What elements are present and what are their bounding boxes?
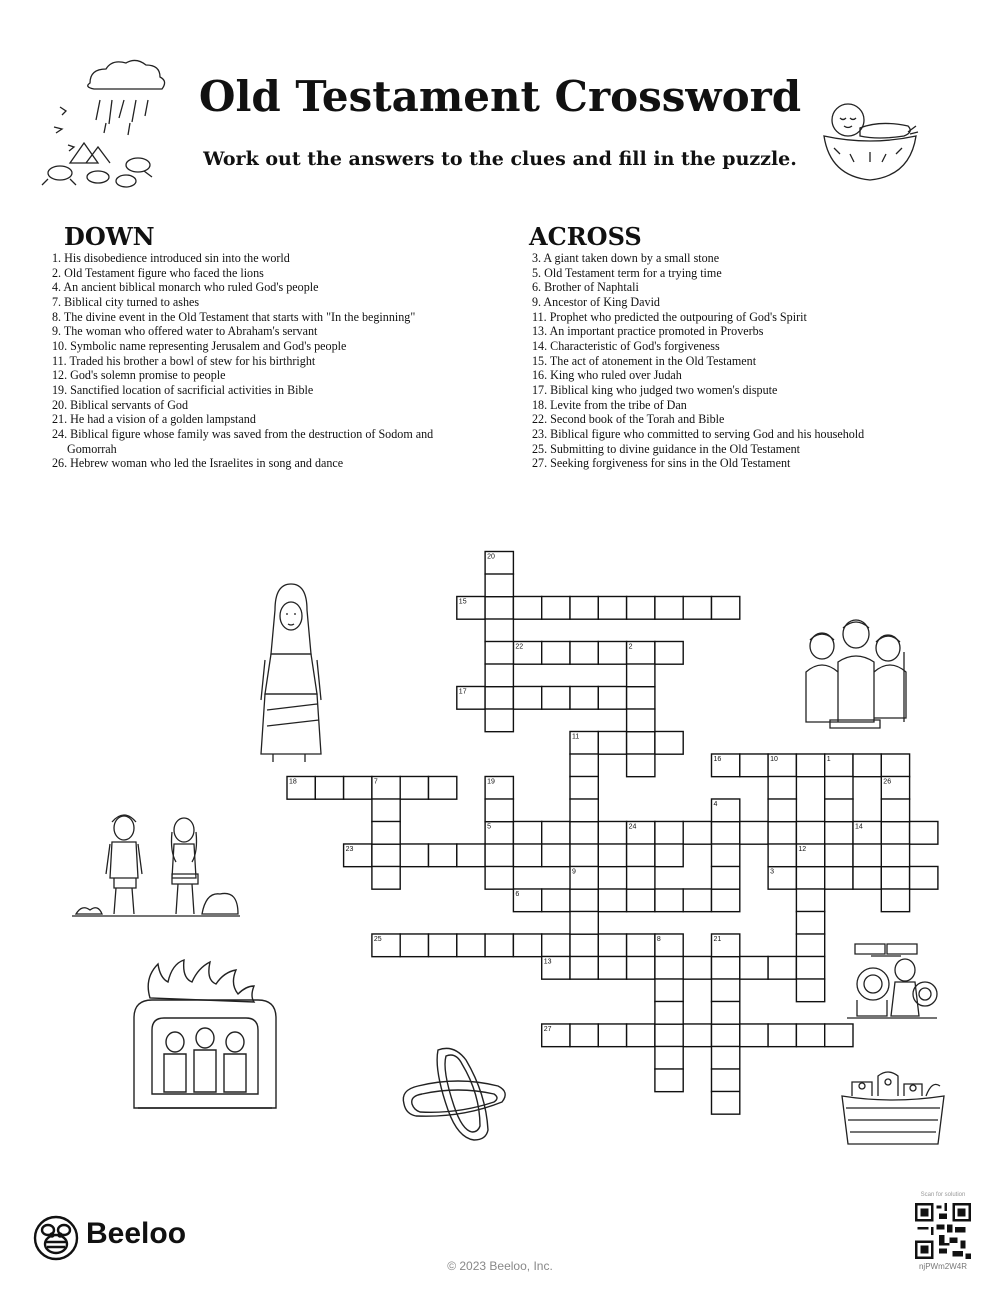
grid-cell[interactable] — [683, 821, 711, 844]
across-clue: 25. Submitting to divine guidance in the Old Testament — [532, 441, 800, 456]
grid-cell[interactable] — [485, 686, 513, 709]
down-clue: 20. Biblical servants of God — [52, 397, 189, 412]
across-heading: ACROSS — [529, 222, 642, 251]
grid-cell[interactable] — [627, 686, 655, 709]
page-title: Old Testament Crossword — [198, 72, 802, 121]
grid-cell[interactable] — [712, 1046, 740, 1069]
down-clue: 9. The woman who offered water to Abraham's servant — [52, 324, 318, 339]
grid-cell[interactable] — [740, 956, 768, 979]
across-clue: 5. Old Testament term for a trying time — [532, 265, 722, 280]
copyright: © 2023 Beeloo, Inc. — [447, 1259, 553, 1273]
across-clue: 27. Seeking forgiveness for sins in the Old Testament — [532, 456, 791, 471]
esther-icon — [255, 580, 325, 770]
grid-cell[interactable] — [627, 844, 655, 867]
grid-cell[interactable] — [485, 844, 513, 867]
grid-cell[interactable] — [768, 821, 796, 844]
grid-cell[interactable] — [910, 821, 938, 844]
rings-icon — [398, 1044, 508, 1144]
grid-cell[interactable] — [457, 934, 485, 957]
across-clue: 23. Biblical figure who committed to serving God and his household — [532, 426, 865, 441]
grid-cell[interactable] — [400, 844, 428, 867]
grid-cell[interactable] — [542, 821, 570, 844]
grid-cell[interactable] — [655, 844, 683, 867]
grid-cell[interactable] — [598, 1024, 626, 1047]
grid-cell[interactable] — [542, 596, 570, 619]
down-clue: 8. The divine event in the Old Testament that starts with "In the beginning" — [52, 309, 416, 324]
grid-cell[interactable] — [429, 776, 457, 799]
grid-cell[interactable] — [570, 799, 598, 822]
cell-number: 22 — [515, 643, 524, 651]
grid-cell[interactable] — [796, 911, 824, 934]
grid-cell[interactable] — [796, 866, 824, 889]
cell-number: 21 — [713, 935, 722, 943]
grid-cell[interactable] — [627, 934, 655, 957]
cell-number: 17 — [458, 688, 467, 696]
across-clue: 9. Ancestor of King David — [532, 294, 660, 309]
cell-number: 11 — [572, 733, 580, 741]
grid-cell[interactable] — [570, 844, 598, 867]
across-clue: 3. A giant taken down by a small stone — [532, 251, 720, 265]
grid-cell[interactable] — [768, 776, 796, 799]
grid-cell[interactable] — [344, 776, 372, 799]
grid-cell[interactable] — [372, 844, 400, 867]
cell-number: 9 — [572, 868, 576, 876]
grid-cell[interactable] — [485, 934, 513, 957]
grid-cell[interactable] — [598, 731, 626, 754]
cell-number: 23 — [345, 845, 354, 853]
down-clue: 10. Symbolic name representing Jerusalem and God's people — [52, 338, 347, 353]
grid-cell[interactable] — [655, 1046, 683, 1069]
grid-cell[interactable] — [712, 866, 740, 889]
cell-number: 7 — [373, 778, 378, 786]
cell-number: 10 — [770, 755, 778, 763]
grid-cell[interactable] — [598, 686, 626, 709]
cell-number: 8 — [656, 935, 661, 943]
grid-cell[interactable] — [570, 911, 598, 934]
daniel-lions-icon — [845, 938, 940, 1023]
grid-cell[interactable] — [853, 844, 881, 867]
grid-cell[interactable] — [825, 866, 853, 889]
grid-cell[interactable] — [400, 934, 428, 957]
down-clue: 19. Sanctified location of sacrificial activities in Bible — [52, 382, 314, 397]
grid-cell[interactable] — [627, 889, 655, 912]
grid-cell[interactable] — [429, 934, 457, 957]
grid-cell[interactable] — [542, 844, 570, 867]
grid-cell[interactable] — [570, 754, 598, 777]
grid-cell[interactable] — [627, 709, 655, 732]
grid-cell[interactable] — [598, 934, 626, 957]
grid-cell[interactable] — [570, 686, 598, 709]
grid-cell[interactable] — [598, 821, 626, 844]
grid-cell[interactable] — [570, 776, 598, 799]
across-clue: 14. Characteristic of God's forgiveness — [532, 338, 720, 353]
grid-cell[interactable] — [429, 844, 457, 867]
grid-cell[interactable] — [853, 866, 881, 889]
across-clue: 18. Levite from the tribe of Dan — [532, 397, 687, 412]
grid-cell[interactable] — [372, 821, 400, 844]
grid-cell[interactable] — [712, 1024, 740, 1047]
cell-number: 24 — [628, 823, 637, 831]
grid-cell[interactable] — [598, 889, 626, 912]
grid-cell[interactable] — [627, 754, 655, 777]
grid-cell[interactable] — [655, 889, 683, 912]
grid-cell[interactable] — [768, 956, 796, 979]
down-heading: DOWN — [64, 222, 155, 251]
grid-cell[interactable] — [513, 821, 541, 844]
grid-cell[interactable] — [315, 776, 343, 799]
grid-cell[interactable] — [712, 596, 740, 619]
grid-cell[interactable] — [655, 641, 683, 664]
brand-name[interactable]: Beeloo — [86, 1217, 187, 1250]
page-subtitle: Work out the answers to the clues and fill in the puzzle. — [203, 148, 797, 170]
grid-cell[interactable] — [485, 664, 513, 687]
grid-cell[interactable] — [570, 1024, 598, 1047]
grid-cell[interactable] — [542, 641, 570, 664]
cell-number: 12 — [798, 845, 807, 853]
grid-cell[interactable] — [825, 821, 853, 844]
grid-cell[interactable] — [712, 1001, 740, 1024]
cell-number: 20 — [487, 553, 495, 561]
grid-cell[interactable] — [796, 754, 824, 777]
grid-cell[interactable] — [655, 1024, 683, 1047]
grid-cell[interactable] — [627, 664, 655, 687]
down-clue: 7. Biblical city turned to ashes — [52, 294, 200, 309]
bee-logo-icon — [32, 1214, 80, 1262]
grid-cell[interactable] — [881, 889, 909, 912]
grid-cell[interactable] — [627, 1024, 655, 1047]
grid-cell[interactable] — [485, 641, 513, 664]
grid-cell[interactable] — [825, 776, 853, 799]
across-clue: 17. Biblical king who judged two women's dispute — [532, 382, 778, 397]
cell-number: 4 — [713, 800, 718, 808]
down-clue: 12. God's solemn promise to people — [52, 368, 226, 383]
grid-cell[interactable] — [881, 866, 909, 889]
grid-cell[interactable] — [881, 821, 909, 844]
grid-cell[interactable] — [712, 956, 740, 979]
across-clue: 22. Second book of the Torah and Bible — [532, 412, 725, 427]
across-clue: 11. Prophet who predicted the outpouring of God's Spirit — [532, 309, 807, 324]
down-clue: 1. His disobedience introduced sin into the world — [52, 251, 290, 265]
grid-cell[interactable] — [457, 844, 485, 867]
grid-cell[interactable] — [627, 866, 655, 889]
grid-cell[interactable] — [570, 821, 598, 844]
grid-cell[interactable] — [796, 934, 824, 957]
grid-cell[interactable] — [400, 776, 428, 799]
cell-number: 14 — [855, 823, 863, 831]
across-clue: 15. The act of atonement in the Old Testament — [532, 353, 757, 368]
grid-cell[interactable] — [485, 799, 513, 822]
cell-number: 13 — [543, 958, 552, 966]
grid-cell[interactable] — [627, 956, 655, 979]
grid-cell[interactable] — [796, 889, 824, 912]
down-clue: 21. He had a vision of a golden lampstand — [52, 412, 256, 427]
grid-cell[interactable] — [712, 1091, 740, 1114]
qr-code-icon[interactable] — [915, 1203, 971, 1259]
adam-eve-icon — [72, 808, 242, 920]
grid-cell[interactable] — [570, 934, 598, 957]
three-men-icon — [800, 612, 915, 732]
grid-cell[interactable] — [598, 844, 626, 867]
grid-cell[interactable] — [796, 821, 824, 844]
grid-cell[interactable] — [655, 731, 683, 754]
grid-cell[interactable] — [683, 1024, 711, 1047]
cell-number: 6 — [515, 890, 520, 898]
grid-cell[interactable] — [740, 821, 768, 844]
grid-cell[interactable] — [825, 799, 853, 822]
down-clue: 26. Hebrew woman who led the Israelites in song and dance — [52, 456, 344, 471]
grid-cell[interactable] — [513, 844, 541, 867]
grid-cell[interactable] — [570, 641, 598, 664]
cell-number: 19 — [487, 778, 495, 786]
grid-cell[interactable] — [485, 619, 513, 642]
down-clue: 4. An ancient biblical monarch who ruled God's people — [52, 280, 319, 295]
grid-cell[interactable] — [570, 596, 598, 619]
grid-cell[interactable] — [796, 979, 824, 1002]
across-clue: 13. An important practice promoted in Proverbs — [532, 324, 764, 339]
grid-cell[interactable] — [598, 641, 626, 664]
grid-cell[interactable] — [768, 1024, 796, 1047]
cell-number: 5 — [487, 823, 492, 831]
cell-number: 26 — [883, 778, 892, 786]
down-clue: 24. Biblical figure whose family was saved from the destruction of Sodom and Gomorrah — [52, 426, 434, 456]
grid-cell[interactable] — [655, 821, 683, 844]
ark-icon — [838, 1066, 948, 1152]
grid-cell[interactable] — [627, 596, 655, 619]
grid-cell[interactable] — [372, 866, 400, 889]
grid-cell[interactable] — [485, 596, 513, 619]
grid-cell[interactable] — [542, 934, 570, 957]
grid-cell[interactable] — [853, 754, 881, 777]
grid-cell[interactable] — [881, 754, 909, 777]
cell-number: 3 — [770, 868, 775, 876]
grid-cell[interactable] — [655, 979, 683, 1002]
cell-number: 15 — [458, 598, 467, 606]
grid-cell[interactable] — [570, 956, 598, 979]
grid-cell[interactable] — [825, 844, 853, 867]
grid-cell[interactable] — [598, 956, 626, 979]
solution-code: njPWm2W4R — [918, 1262, 967, 1271]
grid-cell[interactable] — [372, 799, 400, 822]
grid-cell[interactable] — [627, 731, 655, 754]
grid-cell[interactable] — [796, 956, 824, 979]
grid-cell[interactable] — [655, 956, 683, 979]
grid-cell[interactable] — [796, 1024, 824, 1047]
grid-cell[interactable] — [485, 866, 513, 889]
grid-cell[interactable] — [542, 686, 570, 709]
grid-cell[interactable] — [881, 799, 909, 822]
grid-cell[interactable] — [740, 1024, 768, 1047]
grid-cell[interactable] — [513, 686, 541, 709]
cell-number: 18 — [289, 778, 297, 786]
grid-cell[interactable] — [655, 1001, 683, 1024]
grid-cell[interactable] — [655, 596, 683, 619]
grid-cell[interactable] — [598, 596, 626, 619]
grid-cell[interactable] — [712, 844, 740, 867]
grid-cell[interactable] — [712, 889, 740, 912]
grid-cell[interactable] — [683, 889, 711, 912]
grid-cell[interactable] — [513, 596, 541, 619]
cell-number: 16 — [713, 755, 722, 763]
grid-cell[interactable] — [910, 866, 938, 889]
cell-number: 25 — [373, 935, 382, 943]
across-clue: 6. Brother of Naphtali — [532, 280, 639, 295]
scan-label: Scan for solution — [920, 1192, 966, 1198]
grid-cell[interactable] — [768, 799, 796, 822]
grid-cell[interactable] — [881, 844, 909, 867]
grid-cell[interactable] — [768, 844, 796, 867]
down-clue: 2. Old Testament figure who faced the lions — [52, 265, 264, 280]
grid-cell[interactable] — [485, 709, 513, 732]
cell-number: 2 — [628, 643, 633, 651]
grid-cell[interactable] — [712, 1069, 740, 1092]
grid-cell[interactable] — [683, 956, 711, 979]
grid-cell[interactable] — [712, 979, 740, 1002]
cell-number: 27 — [543, 1025, 552, 1033]
fiery-furnace-icon — [130, 958, 280, 1118]
grid-cell[interactable] — [513, 934, 541, 957]
cell-number: 1 — [826, 755, 831, 763]
across-clue: 16. King who ruled over Judah — [532, 368, 682, 383]
grid-cell[interactable] — [825, 1024, 853, 1047]
grid-cell[interactable] — [655, 1069, 683, 1092]
grid-cell[interactable] — [485, 574, 513, 597]
grid-cell[interactable] — [570, 889, 598, 912]
grid-cell[interactable] — [542, 889, 570, 912]
grid-cell[interactable] — [712, 821, 740, 844]
grid-cell[interactable] — [740, 754, 768, 777]
down-clue: 11. Traded his brother a bowl of stew for his birthright — [52, 353, 316, 368]
grid-cell[interactable] — [683, 596, 711, 619]
